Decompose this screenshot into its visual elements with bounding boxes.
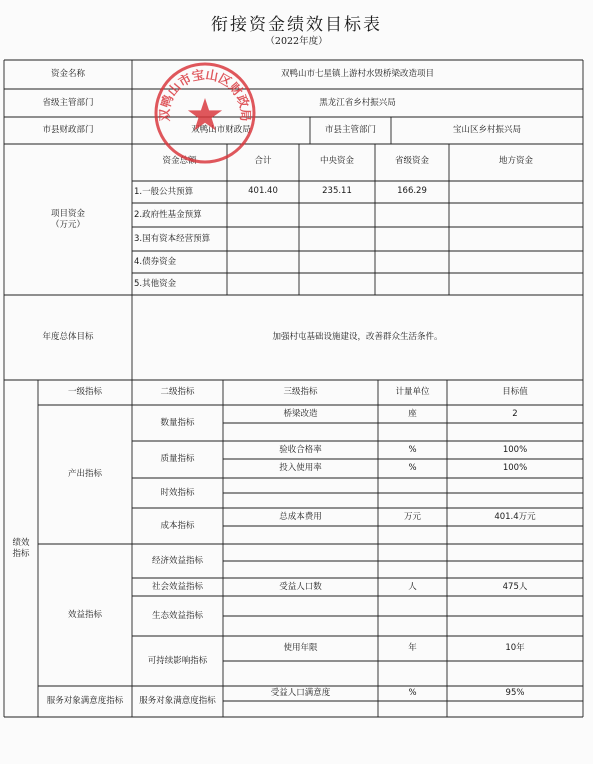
- indicator-target: 10年: [505, 643, 525, 654]
- funds-row-total: 401.40: [248, 186, 278, 196]
- indicator-unit: 人: [408, 581, 417, 592]
- indicator-target: 100%: [502, 444, 528, 455]
- performance-label-line2: 指标: [12, 548, 30, 559]
- funds-row-label: 4.债券资金: [134, 256, 177, 267]
- indicator-name: 验收合格率: [279, 444, 322, 455]
- output-indicator-label: 产出指标: [67, 469, 102, 480]
- city-dept-value: 宝山区乡村振兴局: [452, 125, 521, 136]
- funds-row-local: [449, 181, 583, 203]
- benefit-indicator-label: 效益指标: [67, 609, 102, 620]
- indicator-header-level1: 一级指标: [67, 387, 102, 398]
- project-funds-unit: （万元）: [50, 219, 85, 230]
- indicator-header-level3: 三级指标: [283, 387, 318, 398]
- funds-row-label: 5.其他资金: [134, 278, 177, 289]
- timeliness-indicator: 时效指标: [160, 487, 195, 498]
- ecological-benefit-indicator: 生态效益指标: [151, 610, 203, 621]
- project-funds-title: 项目资金: [50, 208, 85, 219]
- fund-name-label: 资金名称: [50, 69, 85, 80]
- funds-row-label: 3.国有资本经营预算: [134, 233, 211, 244]
- indicator-unit: 年: [408, 643, 417, 654]
- funds-row-central: 235.11: [322, 186, 352, 196]
- performance-label: [4, 380, 38, 717]
- quantity-indicator: 数量指标: [160, 417, 195, 428]
- city-finance-label: 市县财政部门: [42, 125, 94, 136]
- indicator-name: 总成本费用: [279, 511, 322, 522]
- funds-row-provincial: 166.29: [397, 186, 427, 196]
- indicator-name: 使用年限: [283, 643, 318, 654]
- quality-indicator: 质量指标: [160, 454, 195, 465]
- indicator-name: 桥梁改造: [283, 408, 318, 419]
- social-benefit-indicator: 社会效益指标: [151, 581, 203, 592]
- indicator-header-target: 目标值: [502, 387, 528, 398]
- funds-row-label: 2.政府性基金预算: [134, 209, 202, 220]
- satisfaction-indicator-label: 服务对象满意度指标: [46, 696, 124, 707]
- indicator-header-level2: 二级指标: [160, 387, 195, 398]
- indicator-target: 100%: [502, 463, 528, 474]
- indicator-target: 2: [512, 408, 518, 419]
- svg-text:双鸭山市宝山区财政局: 双鸭山市宝山区财政局: [156, 66, 254, 122]
- fund-name-value: 双鸭山市七星镇上游村水毁桥梁改造项目: [280, 69, 434, 80]
- sustainable-impact-indicator: 可持续影响指标: [147, 655, 208, 666]
- city-finance-value: 双鸭山市财政局: [191, 125, 251, 136]
- funds-row-label: 1.一般公共预算: [134, 186, 194, 197]
- provincial-dept-value: 黑龙江省乡村振兴局: [319, 97, 396, 108]
- indicator-target: 95%: [505, 688, 525, 699]
- service-satisfaction-indicator: 服务对象满意度指标: [139, 696, 216, 707]
- official-seal: [152, 60, 258, 166]
- indicator-unit: %: [408, 444, 417, 455]
- indicator-unit: %: [408, 688, 417, 699]
- annual-goal-label: 年度总体目标: [42, 332, 94, 343]
- cost-indicator: 成本指标: [160, 520, 195, 531]
- funds-header-sum: 合计: [254, 156, 272, 166]
- indicator-unit: %: [408, 463, 417, 474]
- page-title: 衔接资金绩效目标表: [211, 15, 382, 35]
- funds-header-total-amount: 资金总额: [162, 156, 197, 166]
- project-funds-label: [4, 144, 132, 295]
- indicator-header-unit: 计量单位: [395, 387, 430, 398]
- provincial-dept-label: 省级主管部门: [42, 97, 94, 108]
- indicator-unit: 座: [408, 408, 417, 419]
- indicator-target: 475人: [502, 581, 528, 592]
- economic-benefit-indicator: 经济效益指标: [151, 555, 203, 566]
- funds-header-provincial: 省级资金: [394, 156, 429, 166]
- page-subtitle: （2022年度）: [265, 36, 328, 47]
- funds-header-central: 中央资金: [319, 156, 354, 166]
- annual-goal-value: 加强村屯基础设施建设，改善群众生活条件。: [272, 332, 443, 343]
- indicator-name: 受益人口满意度: [270, 688, 331, 699]
- indicator-name: 受益人口数: [279, 581, 322, 592]
- funds-header-local: 地方资金: [498, 156, 533, 166]
- indicator-name: 投入使用率: [279, 463, 322, 474]
- indicator-unit: 万元: [403, 511, 421, 522]
- performance-label-line1: 绩效: [12, 537, 30, 548]
- indicator-target: 401.4万元: [494, 511, 536, 522]
- city-dept-label: 市县主管部门: [324, 125, 376, 136]
